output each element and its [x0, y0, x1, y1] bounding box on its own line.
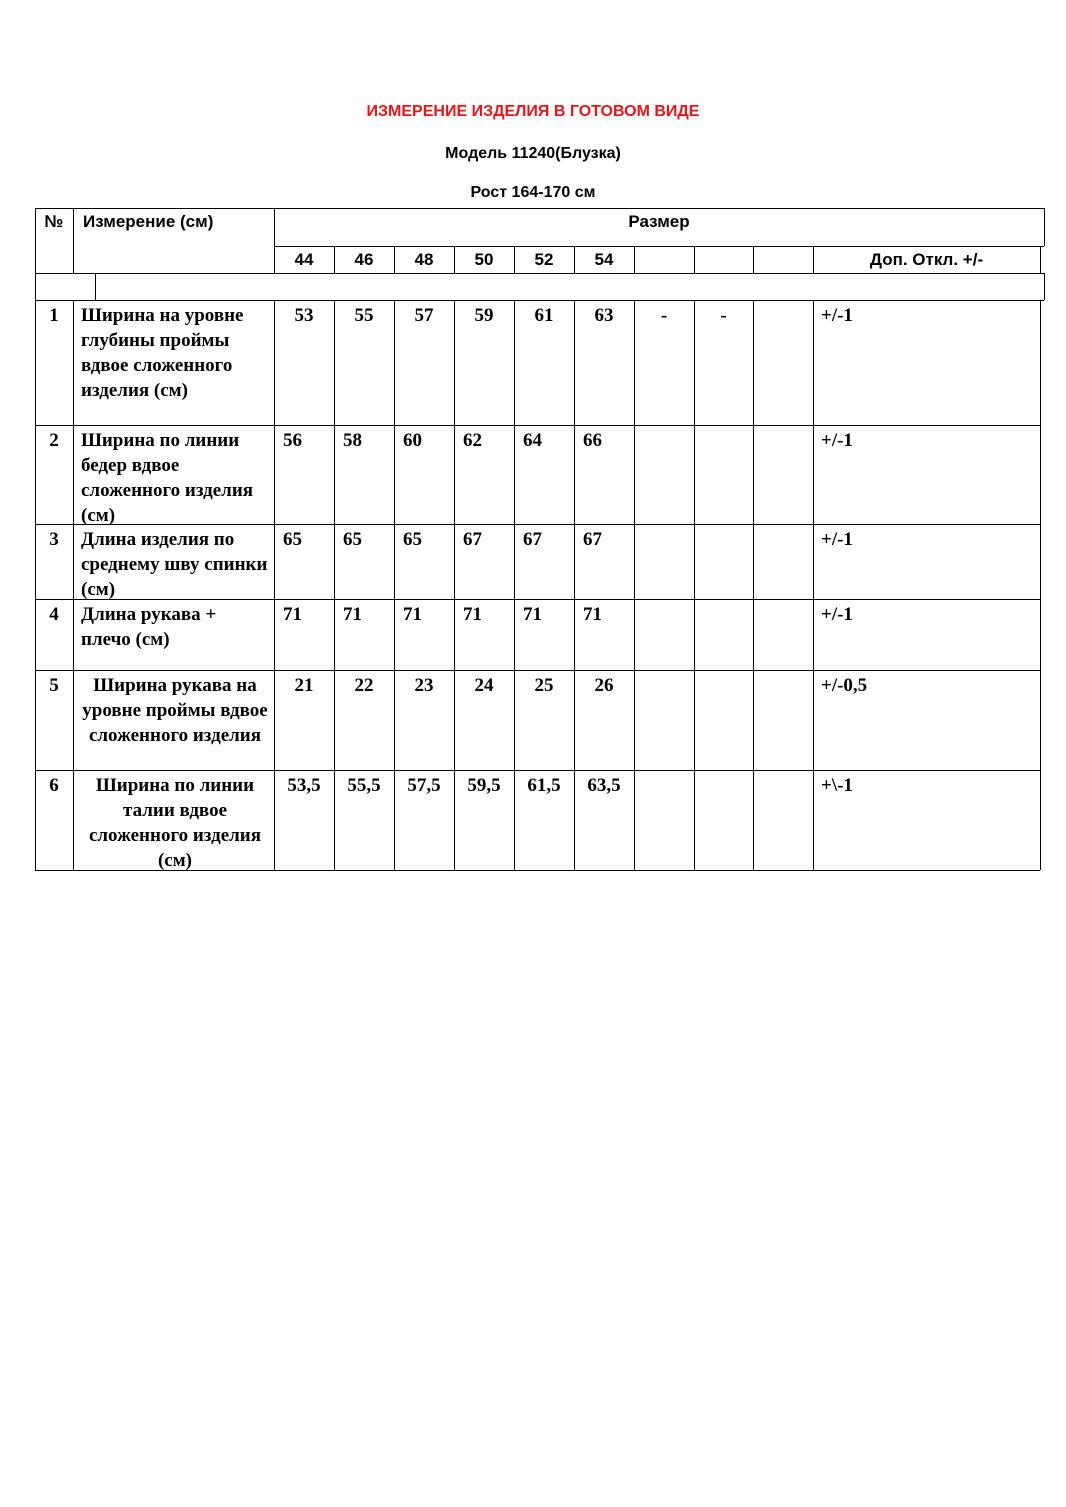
size-value-cell: 57,5 — [407, 775, 441, 796]
table-rule — [35, 208, 1044, 209]
size-value-cell: 71 — [343, 604, 362, 625]
table-rule — [694, 246, 695, 273]
model-label: Модель 11240(Блузка) — [445, 145, 621, 162]
table-rule — [95, 273, 96, 300]
size-value-cell: 61 — [534, 305, 554, 326]
table-rule — [813, 300, 814, 870]
table-rule — [634, 246, 635, 273]
size-value-cell: 63 — [594, 305, 614, 326]
size-value-cell: 71 — [583, 604, 602, 625]
size-value-cell: - — [660, 305, 668, 326]
table-rule — [35, 670, 1040, 671]
size-value-cell: 58 — [343, 430, 362, 451]
size-value-cell: 63,5 — [587, 775, 621, 796]
tolerance-header: Доп. Откл. +/- — [869, 250, 984, 269]
table-rule — [1044, 273, 1045, 300]
size-value-cell: 71 — [283, 604, 302, 625]
tolerance-value: +/-1 — [821, 430, 853, 451]
row-number: 1 — [49, 305, 59, 326]
size-value-cell: 62 — [463, 430, 482, 451]
measurement-name: Ширина рукава на уровне проймы вдвое сложенного изделия — [82, 675, 268, 746]
tolerance-value: +/-1 — [821, 305, 853, 326]
table-rule — [1040, 246, 1041, 273]
size-value-cell: 60 — [403, 430, 422, 451]
size-value-cell: 66 — [583, 430, 602, 451]
number-column-header: № — [44, 212, 64, 231]
size-value-cell: 59,5 — [467, 775, 501, 796]
size-value-cell: 67 — [583, 529, 602, 550]
size-value-cell: 23 — [414, 675, 434, 696]
tolerance-value: +/-1 — [821, 604, 853, 625]
size-header-cell: 50 — [474, 250, 494, 269]
table-rule — [753, 300, 754, 870]
size-value-cell: 65 — [343, 529, 362, 550]
size-value-cell: 67 — [523, 529, 542, 550]
size-header-cell: 46 — [354, 250, 374, 269]
measurement-name: Длина рукава + плечо (см) — [81, 604, 217, 650]
table-rule — [35, 770, 1040, 771]
size-value-cell: 71 — [403, 604, 422, 625]
table-rule — [73, 300, 74, 870]
table-rule — [274, 246, 1044, 247]
size-value-cell: 64 — [523, 430, 542, 451]
size-header-cell: 54 — [594, 250, 614, 269]
table-rule — [73, 208, 74, 273]
size-value-cell: 55,5 — [347, 775, 381, 796]
tolerance-value: +\-1 — [821, 775, 853, 796]
document-title: ИЗМЕРЕНИЕ ИЗДЕЛИЯ В ГОТОВОМ ВИДЕ — [366, 103, 700, 120]
measurement-name: Длина изделия по среднему шву спинки (см) — [81, 529, 268, 600]
height-label: Рост 164-170 см — [470, 184, 596, 201]
tolerance-value: +/-1 — [821, 529, 853, 550]
size-value-cell: 65 — [283, 529, 302, 550]
size-value-cell: 57 — [414, 305, 434, 326]
table-rule — [1040, 300, 1041, 870]
size-header-cell: 44 — [294, 250, 314, 269]
row-number: 4 — [49, 604, 59, 625]
size-value-cell: 71 — [523, 604, 542, 625]
size-column-header: Размер — [628, 212, 690, 231]
size-value-cell: 55 — [354, 305, 374, 326]
row-number: 2 — [49, 430, 59, 451]
size-value-cell: 21 — [294, 675, 314, 696]
size-value-cell: 59 — [474, 305, 494, 326]
size-value-cell: 25 — [534, 675, 554, 696]
table-rule — [753, 246, 754, 273]
table-rule — [35, 300, 1044, 301]
size-value-cell: 26 — [594, 675, 614, 696]
table-rule — [694, 300, 695, 870]
size-value-cell: 61,5 — [527, 775, 561, 796]
measurement-name: Ширина по линии бедер вдвое сложенного изделия (см) — [81, 430, 254, 526]
size-value-cell: 67 — [463, 529, 482, 550]
row-number: 3 — [49, 529, 59, 550]
table-rule — [35, 273, 1044, 274]
size-header-cell: 48 — [414, 250, 434, 269]
table-rule — [1044, 208, 1045, 246]
size-value-cell: 53,5 — [287, 775, 321, 796]
table-rule — [35, 425, 1040, 426]
size-value-cell: 22 — [354, 675, 374, 696]
size-value-cell: 56 — [283, 430, 302, 451]
size-value-cell: - — [720, 305, 727, 326]
measurement-column-header: Измерение (см) — [83, 212, 214, 231]
tolerance-value: +/-0,5 — [821, 675, 868, 696]
measurement-name: Ширина на уровне глубины проймы вдвое сложенного изделия (см) — [81, 305, 244, 401]
size-value-cell: 65 — [403, 529, 422, 550]
row-number: 5 — [49, 675, 59, 696]
size-header-cell: 52 — [534, 250, 554, 269]
size-value-cell: 71 — [463, 604, 482, 625]
size-value-cell: 53 — [294, 305, 314, 326]
row-number: 6 — [49, 775, 59, 796]
measurement-name: Ширина по линии талии вдвое сложенного изделия (см) — [88, 775, 262, 871]
size-value-cell: 24 — [474, 675, 494, 696]
table-rule — [634, 300, 635, 870]
